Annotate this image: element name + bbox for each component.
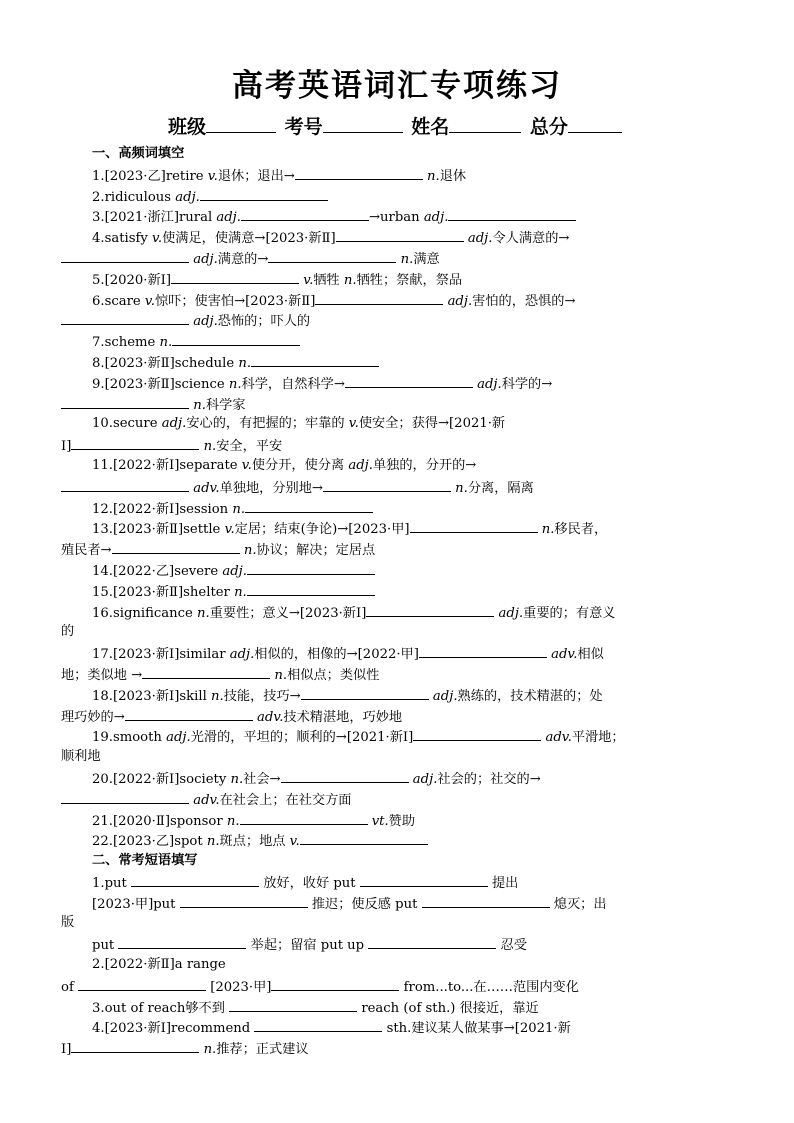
exercise-line: [61, 518, 735, 539]
line-text: 科学，自然科学→: [241, 376, 345, 392]
line-text: 9.[2023·新Ⅱ]science: [92, 376, 229, 392]
part-of-speech-label: adj.: [229, 647, 255, 663]
part-of-speech-label: adj.: [193, 251, 218, 267]
part-of-speech-label: n.: [238, 355, 252, 371]
answer-blank[interactable]: [61, 477, 189, 492]
part-of-speech-label: n.: [274, 667, 288, 683]
line-text: Ⅰ]: [61, 439, 72, 455]
line-text: 2.[2022·新Ⅱ]a range: [92, 957, 226, 973]
part-of-speech-label: v.: [241, 457, 252, 473]
line-text: 单独的，分开的→: [372, 457, 477, 473]
line-text: 社会→: [243, 771, 281, 787]
part-of-speech-label: n.: [541, 522, 555, 538]
line-text: 一、高频词填空: [92, 146, 185, 161]
line-text: sth.建议某人做某事→[2021·新: [382, 1021, 571, 1037]
part-of-speech-label: v.: [303, 272, 314, 288]
answer-blank[interactable]: [410, 518, 538, 533]
line-text: 10.secure: [92, 416, 162, 432]
page-title: 高考英语词汇专项练习: [232, 68, 562, 104]
part-of-speech-label: n.: [228, 376, 242, 392]
answer-blank[interactable]: [112, 539, 240, 554]
line-text: 7.scheme: [92, 335, 160, 351]
answer-blank[interactable]: [419, 643, 547, 658]
line-text: 使满足，使满意→[2023·新Ⅱ]: [162, 231, 336, 247]
answer-blank[interactable]: [125, 706, 253, 721]
part-of-speech-label: adj.: [412, 771, 438, 787]
exercise-line: [61, 997, 735, 1018]
line-text: 4.satisfy: [92, 231, 153, 247]
exercise-line: [61, 976, 735, 997]
answer-blank[interactable]: [61, 394, 189, 409]
answer-blank[interactable]: [172, 331, 300, 346]
exercise-line: [61, 768, 735, 789]
part-of-speech-label: adv.: [257, 709, 284, 725]
answer-blank[interactable]: [271, 976, 399, 991]
line-text: 3.out of reach够不到: [92, 1000, 230, 1016]
exercise-line: [61, 664, 735, 685]
part-of-speech-label: n.: [193, 397, 206, 413]
exercise-line: [61, 602, 735, 623]
line-text: 分离，隔离: [467, 480, 534, 496]
exercise-line: [61, 810, 735, 831]
line-text: 16.significance: [92, 605, 198, 621]
part-of-speech-label: v.: [348, 416, 359, 432]
exercise-line: [61, 955, 735, 976]
answer-blank[interactable]: [71, 435, 199, 450]
line-text: 地；类似地 →: [61, 667, 143, 683]
answer-blank[interactable]: [240, 810, 368, 825]
line-text: 版: [61, 915, 75, 931]
answer-blank[interactable]: [247, 560, 375, 575]
line-text: →urban: [368, 210, 424, 226]
section-heading: [61, 144, 735, 165]
line-text: 4.[2023·新Ⅰ]recommend: [92, 1021, 255, 1037]
part-of-speech-label: adj.: [166, 730, 191, 746]
exercise-line: [61, 726, 735, 747]
line-text: 15.[2023·新Ⅱ]shelter: [92, 584, 235, 600]
line-text: 5.[2020·新Ⅰ]: [92, 272, 172, 288]
line-text: reach (of sth.) 很接近，靠近: [357, 1000, 539, 1016]
line-text: [2023·甲]: [206, 979, 272, 995]
part-of-speech-label: adv.: [193, 480, 220, 496]
answer-blank[interactable]: [241, 206, 369, 221]
exercise-line: [61, 206, 735, 227]
answer-blank[interactable]: [422, 893, 550, 908]
line-text: 相似: [577, 647, 604, 663]
answer-blank[interactable]: [142, 664, 270, 679]
answer-blank[interactable]: [301, 685, 429, 700]
line-text: 牺牲；祭献，祭品: [356, 272, 463, 288]
part-of-speech-label: n.: [226, 813, 240, 829]
class-blank[interactable]: [206, 114, 276, 133]
line-text: 1.put: [92, 875, 132, 891]
answer-blank[interactable]: [360, 872, 488, 887]
line-text: of: [61, 979, 79, 995]
line-text: 社会的；社交的→: [437, 771, 541, 787]
part-of-speech-label: n.: [427, 168, 440, 184]
part-of-speech-label: adv.: [545, 730, 572, 746]
line-text: 20.[2022·新Ⅰ]society: [92, 771, 231, 787]
line-text: 11.[2022·新Ⅰ]separate: [92, 457, 242, 473]
part-of-speech-label: v.: [207, 168, 218, 184]
part-of-speech-label: adj.: [467, 231, 493, 247]
line-text: 6.scare: [92, 293, 145, 309]
answer-blank[interactable]: [300, 830, 428, 845]
answer-blank[interactable]: [71, 1038, 199, 1053]
part-of-speech-label: n.: [206, 834, 220, 850]
part-of-speech-label: adj.: [161, 416, 187, 432]
exercise-line: [61, 414, 735, 435]
part-of-speech-label: adj.: [423, 210, 449, 226]
answer-blank[interactable]: [229, 997, 357, 1012]
exercise-line: [61, 581, 735, 602]
exercise-line: [61, 373, 735, 394]
exercise-line: [61, 789, 735, 810]
line-text: 技术精湛地，巧妙地: [283, 709, 403, 725]
part-of-speech-label: adj.: [432, 688, 458, 704]
exercise-line: [61, 685, 735, 706]
line-text: 殖民者→: [61, 543, 112, 559]
line-text: Ⅰ]: [61, 1042, 72, 1058]
line-text: 协议；解决；定居点: [256, 543, 376, 559]
exercise-line: [61, 1017, 735, 1038]
class-label: 班级: [168, 116, 207, 138]
part-of-speech-label: v.: [289, 834, 300, 850]
line-text: 退休: [439, 168, 467, 184]
answer-blank[interactable]: [413, 726, 541, 741]
line-text: 技能，技巧→: [223, 688, 301, 704]
line-text: 惊吓；使害怕→[2023·新Ⅱ]: [154, 293, 316, 309]
line-text: 恐怖的；吓人的: [217, 314, 311, 330]
part-of-speech-label: n.: [159, 335, 173, 351]
part-of-speech-label: n.: [243, 543, 257, 559]
line-text: 相似的，相像的→[2022·甲]: [254, 647, 419, 663]
line-text: 移民者，: [554, 522, 608, 538]
part-of-speech-label: vt.: [371, 813, 389, 829]
line-text: 17.[2023·新Ⅰ]similar: [92, 647, 230, 663]
part-of-speech-label: adv.: [193, 792, 220, 808]
line-text: 举起；留宿 put up: [246, 938, 369, 954]
line-text: 19.smooth: [92, 730, 167, 746]
answer-blank[interactable]: [131, 872, 259, 887]
exercise-line: [61, 622, 735, 643]
line-text: 二、常考短语填写: [92, 853, 198, 869]
exercise-line: [61, 165, 735, 186]
line-text: 在社会上；在社交方面: [219, 792, 352, 808]
name-label: 姓名: [411, 116, 450, 138]
part-of-speech-label: adj.: [222, 563, 247, 579]
answer-blank[interactable]: [345, 373, 473, 388]
answer-blank[interactable]: [323, 477, 451, 492]
exercise-line: [61, 913, 735, 934]
part-of-speech-label: v.: [224, 522, 235, 538]
part-of-speech-label: adj.: [348, 457, 373, 473]
answer-blank[interactable]: [336, 227, 464, 242]
line-text: 熟练的，技术精湛的；处: [457, 688, 603, 704]
exercise-line: [61, 290, 735, 311]
part-of-speech-label: n.: [455, 480, 468, 496]
line-text: 2.ridiculous: [92, 189, 176, 205]
line-text: 牺牲: [313, 272, 344, 288]
part-of-speech-label: v.: [152, 231, 163, 247]
part-of-speech-label: n.: [400, 251, 414, 267]
line-text: 重要的；有意义: [523, 605, 616, 621]
line-text: 8.[2023·新Ⅱ]schedule: [92, 355, 239, 371]
exercise-line: [61, 352, 735, 373]
answer-blank[interactable]: [448, 206, 576, 221]
line-text: 定居；结束(争论)→[2023·甲]: [234, 522, 410, 538]
line-text: 斑点；地点: [219, 834, 290, 850]
part-of-speech-label: n.: [230, 771, 244, 787]
line-text: 推荐；正式建议: [216, 1042, 309, 1058]
line-text: 安心的，有把握的；牢靠的: [186, 416, 349, 432]
exercise-line: [61, 830, 735, 851]
answer-blank[interactable]: [61, 310, 189, 325]
exercise-line: [61, 456, 735, 477]
line-text: 提出: [487, 875, 519, 891]
part-of-speech-label: n.: [343, 272, 357, 288]
line-text: 相似点；类似性: [287, 667, 380, 683]
line-text: 退休；退出→: [217, 168, 295, 184]
line-text: 重要性；意义→[2023·新Ⅰ]: [209, 605, 367, 621]
answer-blank[interactable]: [295, 165, 423, 180]
exercise-line: [61, 934, 735, 955]
answer-blank[interactable]: [180, 893, 308, 908]
total-score-blank[interactable]: [568, 114, 622, 133]
exercise-line: [61, 269, 735, 290]
line-text: 3.[2021·浙江]rural: [92, 210, 217, 226]
answer-blank[interactable]: [118, 934, 246, 949]
part-of-speech-label: n.: [197, 605, 210, 621]
total-score-label: 总分: [529, 116, 568, 138]
line-text: 科学的→: [501, 376, 553, 392]
line-text: 安全，平安: [216, 439, 283, 455]
part-of-speech-label: adj.: [498, 605, 524, 621]
line-text: 光滑的，平坦的；顺利的→[2021·新Ⅰ]: [190, 730, 414, 746]
line-text: 18.[2023·新Ⅰ]skill: [92, 688, 212, 704]
line-text: 熄灭；出: [549, 896, 607, 912]
line-text: 满意的→: [217, 251, 269, 267]
line-text: put: [92, 938, 119, 954]
exercise-line: [61, 643, 735, 664]
line-text: 满意: [413, 251, 440, 267]
line-text: 1.[2023·乙]retire: [92, 168, 208, 184]
exam-number-blank[interactable]: [323, 114, 403, 133]
part-of-speech-label: n.: [234, 584, 247, 600]
exercise-line: [61, 1038, 735, 1059]
line-text: 顺利地: [61, 749, 101, 765]
part-of-speech-label: adj.: [447, 293, 473, 309]
exercise-line: [61, 560, 735, 581]
exercise-line: [61, 394, 735, 415]
part-of-speech-label: adj.: [175, 189, 200, 205]
answer-blank[interactable]: [368, 934, 496, 949]
exercise-line: [61, 747, 735, 768]
line-text: 忍受: [496, 938, 527, 954]
line-text: 的: [61, 624, 75, 640]
part-of-speech-label: n.: [203, 1042, 217, 1058]
exercise-line: [61, 435, 735, 456]
answer-blank[interactable]: [251, 352, 379, 367]
part-of-speech-label: adj.: [193, 314, 218, 330]
answer-blank[interactable]: [171, 269, 299, 284]
exercise-line: [61, 706, 735, 727]
answer-blank[interactable]: [78, 976, 206, 991]
exercise-line: [61, 310, 735, 331]
exercise-line: [61, 872, 735, 893]
line-text: 12.[2022·新Ⅰ]session: [92, 501, 233, 517]
part-of-speech-label: n.: [203, 439, 217, 455]
exercise-line: [61, 477, 735, 498]
line-text: 单独地，分别地→: [219, 480, 323, 496]
answer-blank[interactable]: [281, 768, 409, 783]
line-text: 理巧妙的→: [61, 709, 125, 725]
answer-blank[interactable]: [247, 581, 375, 596]
line-text: 赞助: [388, 813, 416, 829]
line-text: [2023·甲]put: [92, 896, 180, 912]
line-text: 科学家: [205, 397, 246, 413]
answer-blank[interactable]: [200, 186, 328, 201]
line-text: 14.[2022·乙]severe: [92, 563, 223, 579]
line-text: 放好，收好 put: [259, 875, 360, 891]
part-of-speech-label: adv.: [551, 647, 578, 663]
line-text: 使分开，使分离: [251, 457, 349, 473]
line-text: 21.[2020·Ⅱ]sponsor: [92, 813, 227, 829]
line-text: 平滑地；: [571, 730, 625, 746]
answer-blank[interactable]: [315, 290, 443, 305]
exam-number-label: 考号: [284, 116, 323, 138]
answer-blank[interactable]: [245, 498, 373, 513]
part-of-speech-label: adj.: [216, 210, 241, 226]
exercise-line: [61, 331, 735, 352]
name-blank[interactable]: [449, 114, 521, 133]
answer-blank[interactable]: [61, 248, 189, 263]
answer-blank[interactable]: [366, 602, 494, 617]
part-of-speech-label: v.: [144, 293, 155, 309]
part-of-speech-label: n.: [211, 688, 224, 704]
exercise-line: [61, 186, 735, 207]
line-text: 令人满意的→: [492, 231, 570, 247]
exercise-line: [61, 248, 735, 269]
answer-blank[interactable]: [254, 1017, 382, 1032]
exercise-line: [61, 498, 735, 519]
exercise-line: [61, 539, 735, 560]
exercise-line: [61, 227, 735, 248]
line-text: 推迟；使反感 put: [307, 896, 422, 912]
exercise-body: [61, 144, 735, 1059]
line-text: 22.[2023·乙]spot: [92, 834, 207, 850]
line-text: 使安全；获得→[2021·新: [358, 416, 506, 432]
student-info-header: [168, 112, 624, 139]
answer-blank[interactable]: [268, 248, 396, 263]
exercise-line: [61, 893, 735, 914]
line-text: 害怕的，恐惧的→: [472, 293, 576, 309]
line-text: 13.[2023·新Ⅱ]settle: [92, 522, 225, 538]
line-text: from...to...在……范围内变化: [399, 979, 579, 995]
section-heading: [61, 851, 735, 872]
answer-blank[interactable]: [61, 789, 189, 804]
part-of-speech-label: n.: [232, 501, 246, 517]
part-of-speech-label: adj.: [477, 376, 502, 392]
